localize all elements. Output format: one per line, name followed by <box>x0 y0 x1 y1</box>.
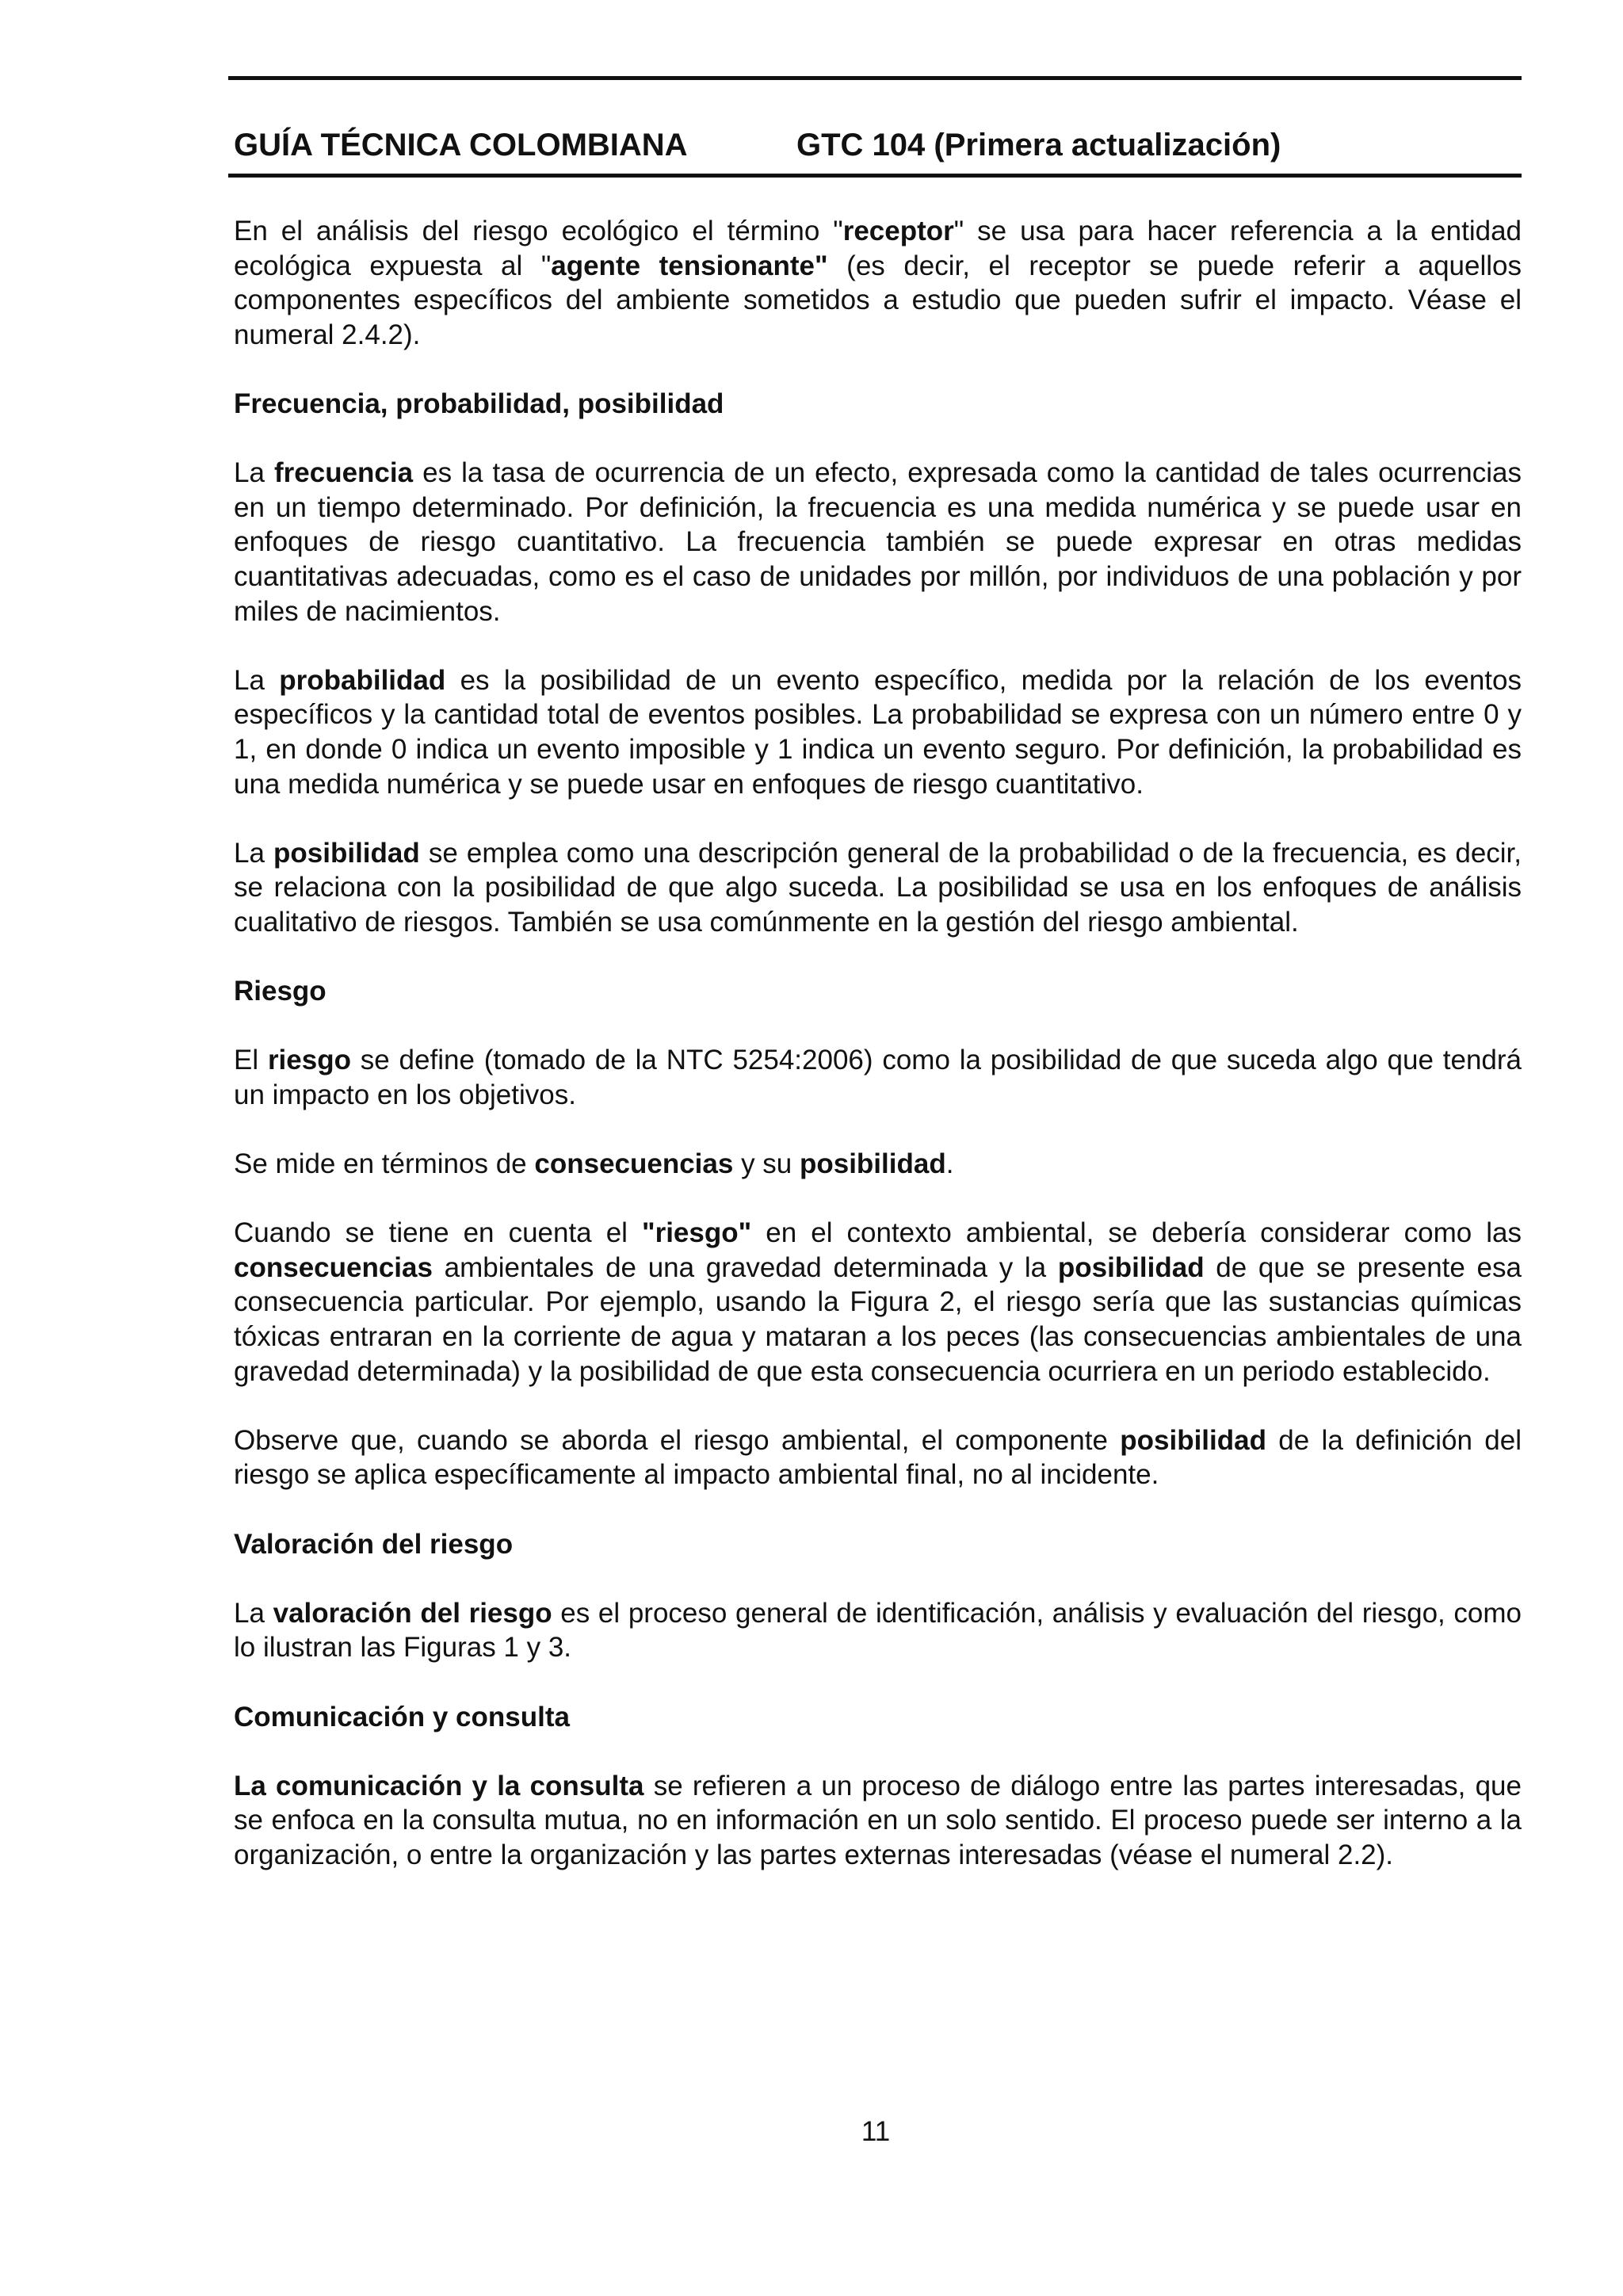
document-body <box>234 214 1522 1907</box>
paragraph-receptor: En el análisis del riesgo ecológico el término "receptor" se usa para hacer referencia a la entidad ecológica expuesta al "agente tensionante" (es decir, el receptor se puede referir a aquellos componentes específicos del ambiente sometidos a estudio que pueden sufrir el impacto. Véase el numeral 2.4.2). <box>234 216 1522 350</box>
term-consecuencias: consecuencias <box>534 1148 734 1180</box>
term-riesgo: riesgo <box>267 1045 351 1076</box>
term-posibilidad: posibilidad <box>799 1148 946 1180</box>
paragraph-riesgo-medida: Se mide en términos de consecuencias y su posibilidad. <box>234 1148 954 1180</box>
header-top-rule <box>228 76 1522 80</box>
term-comunicacion-y-consulta: La comunicación y la consulta <box>234 1770 644 1801</box>
section-heading-riesgo: Riesgo <box>234 976 327 1007</box>
term-posibilidad: posibilidad <box>1120 1424 1266 1456</box>
paragraph-comunicacion: La comunicación y la consulta se refieren a un proceso de diálogo entre las partes interesadas, que se enfoca en la consulta mutua, no en información en un solo sentido. El proceso puede ser interno a la organización, o entre la organización y las partes externas interesadas (véase el numeral 2.2). <box>234 1770 1522 1870</box>
header-standard-code: GTC 104 (Primera actualización) <box>796 128 1281 162</box>
header-bottom-rule <box>228 174 1522 178</box>
paragraph-riesgo-definicion: El riesgo se define (tomado de la NTC 5254:2006) como la posibilidad de que suceda algo que tendrá un impacto en los objetivos. <box>234 1045 1522 1110</box>
term-consecuencias: consecuencias <box>234 1251 433 1283</box>
section-heading-comunicacion: Comunicación y consulta <box>234 1701 570 1733</box>
term-probabilidad: probabilidad <box>279 664 446 696</box>
paragraph-frecuencia: La frecuencia es la tasa de ocurrencia de un efecto, expresada como la cantidad de tales ocurrencias en un tiempo determinado. Por definición, la frecuencia es una medida numérica y se puede usar en enfoques de riesgo cuantitativo. La frecuencia también se puede expresar en otras medidas cuantitativas adecuadas, como es el caso de unidades por millón, por individuos de una población y por miles de nacimientos. <box>234 457 1522 627</box>
term-valoracion-del-riesgo: valoración del riesgo <box>273 1597 552 1629</box>
paragraph-observe: Observe que, cuando se aborda el riesgo ambiental, el componente posibilidad de la definición del riesgo se aplica específicamente al impacto ambiental final, no al incidente. <box>234 1424 1522 1491</box>
paragraph-probabilidad: La probabilidad es la posibilidad de un evento específico, medida por la relación de los eventos específicos y la cantidad total de eventos posibles. La probabilidad se expresa con un número entre 0 y 1, en donde 0 indica un evento imposible y 1 indica un evento seguro. Por definición, la probabilidad es una medida numérica y se puede usar en enfoques de riesgo cuantitativo. <box>234 664 1522 800</box>
term-receptor: receptor <box>842 216 954 246</box>
paragraph-posibilidad: La posibilidad se emplea como una descripción general de la probabilidad o de la frecuencia, es decir, se relaciona con la posibilidad de que algo suceda. La posibilidad se usa en los enfoques de análisis cualitativo de riesgos. También se usa comúnmente en la gestión del riesgo ambiental. <box>234 837 1522 938</box>
term-riesgo-quoted: "riesgo" <box>641 1217 752 1249</box>
page-number: 11 <box>861 2116 891 2147</box>
term-posibilidad: posibilidad <box>273 837 420 869</box>
section-heading-valoracion: Valoración del riesgo <box>234 1528 514 1560</box>
paragraph-valoracion: La valoración del riesgo es el proceso general de identificación, análisis y evaluación del riesgo, como lo ilustran las Figuras 1 y 3. <box>234 1597 1522 1664</box>
header-document-title: GUÍA TÉCNICA COLOMBIANA <box>234 128 688 162</box>
term-frecuencia: frecuencia <box>274 457 414 489</box>
section-heading-frecuencia: Frecuencia, probabilidad, posibilidad <box>234 388 724 419</box>
paragraph-riesgo-ambiental: Cuando se tiene en cuenta el "riesgo" en el contexto ambiental, se debería considerar como las consecuencias ambientales de una gravedad determinada y la posibilidad de que se presente esa consecuencia particular. Por ejemplo, usando la Figura 2, el riesgo sería que las sustancias químicas tóxicas entraran en la corriente de agua y mataran a los peces (las consecuencias ambientales de una gravedad determinada) y la posibilidad de que esta consecuencia ocurriera en un periodo establecido. <box>234 1217 1522 1387</box>
term-posibilidad: posibilidad <box>1057 1251 1205 1283</box>
term-agente-tensionante: agente tensionante" <box>551 250 828 281</box>
